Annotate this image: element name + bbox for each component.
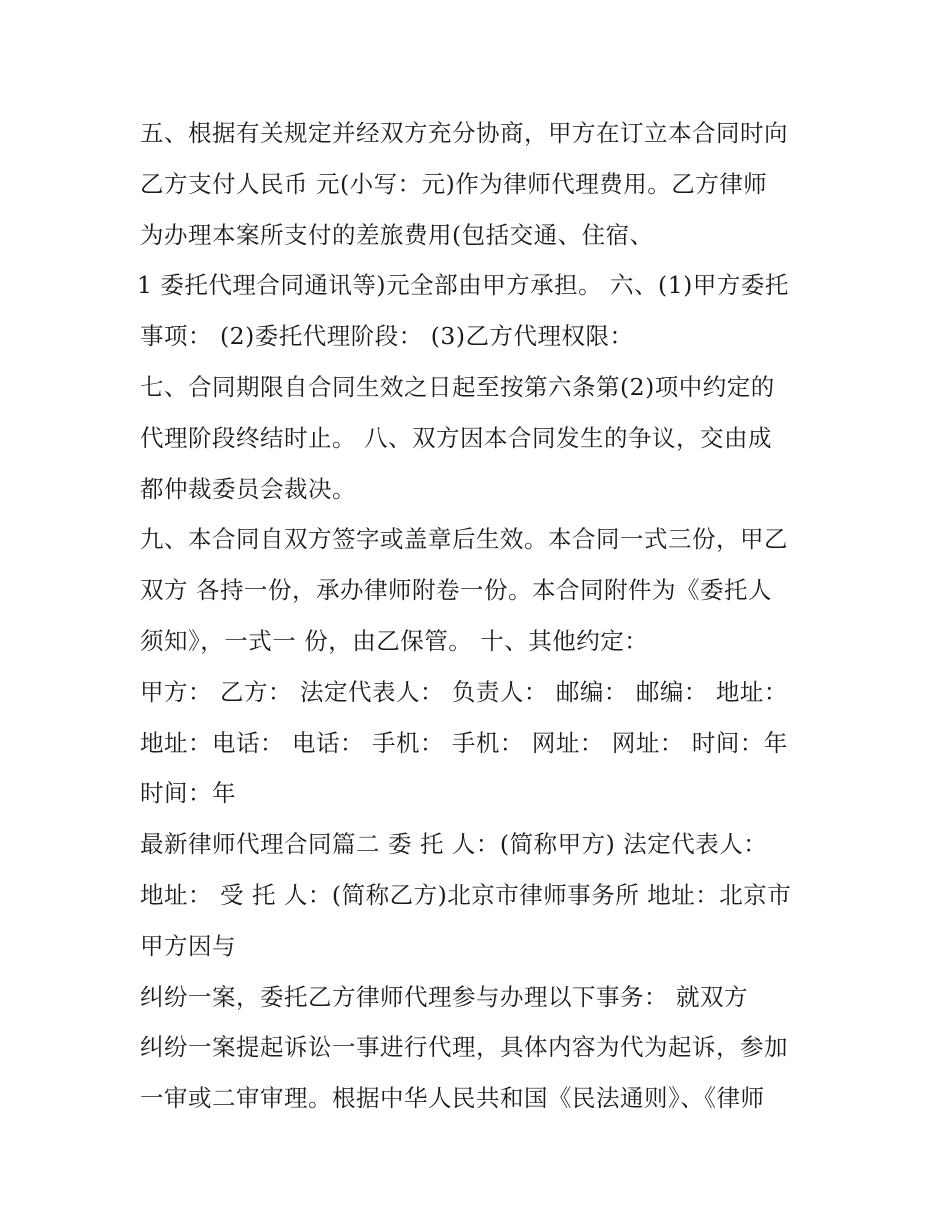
text-line: 九、本合同自双方签字或盖章后生效。本合同一式三份，甲乙 <box>140 525 788 554</box>
text-line: 纠纷一案，委托乙方律师代理参与办理以下事务： 就双方 <box>140 982 748 1011</box>
text-line: 甲方： 乙方： 法定代表人： 负责人： 邮编： 邮编： 地址： <box>140 677 788 706</box>
text-line: 纠纷一案提起诉讼一事进行代理，具体内容为代为起诉，参加 <box>140 1033 788 1062</box>
text-line: 五、根据有关规定并经双方充分协商，甲方在订立本合同时向 <box>140 119 788 147</box>
text-line: 都仲裁委员会裁决。 <box>140 474 356 503</box>
text-line: 七、合同期限自合同生效之日起至按第六条第(2)项中约定的 <box>140 372 775 401</box>
text-line: 地址： 受 托 人：(简称乙方)北京市律师事务所 地址：北京市 <box>140 880 792 909</box>
text-line: 事项： (2)委托代理阶段： (3)乙方代理权限： <box>140 322 634 351</box>
text-line: 为办理本案所支付的差旅费用(包括交通、住宿、 <box>140 220 654 249</box>
text-line: 须知》，一式一 份，由乙保管。 十、其他约定： <box>140 626 649 655</box>
text-line: 1 委托代理合同通讯等)元全部由甲方承担。 六、(1)甲方委托 <box>137 271 789 300</box>
text-line: 甲方因与 <box>140 931 236 960</box>
text-line: 乙方支付人民币 元(小写：元)作为律师代理费用。乙方律师 <box>140 169 768 198</box>
text-line: 一审或二审审理。根据中华人民共和国《民法通则》、《律师 <box>140 1084 765 1113</box>
text-line: 双方 各持一份，承办律师附卷一份。本合同附件为《委托人 <box>140 576 772 605</box>
text-line: 最新律师代理合同篇二 委 托 人：(简称甲方) 法定代表人： <box>140 830 768 859</box>
text-line: 代理阶段终结时止。 八、双方因本合同发生的争议，交由成 <box>140 423 772 452</box>
text-line: 时间：年 <box>140 779 236 808</box>
contract-text <box>137 108 820 1124</box>
text-line: 地址：电话： 电话： 手机： 手机： 网址： 网址： 时间：年 <box>140 728 788 757</box>
